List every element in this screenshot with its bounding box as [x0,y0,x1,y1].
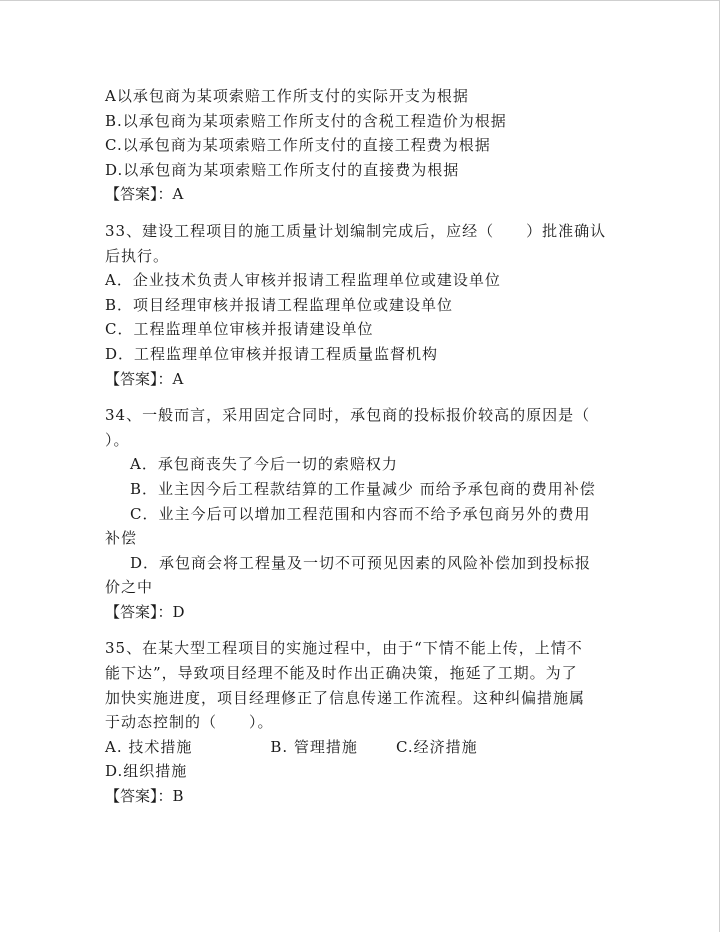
option-c-continued: 补偿 [105,529,138,548]
answer-line: 【答案】：A [105,369,184,388]
page-top-border [0,0,720,1]
option-a: A．承包商丧失了今后一切的索赔权力 [130,455,398,474]
question-stem: 35、在某大型工程项目的实施过程中，由于“下情不能上传，上情不 [105,639,583,658]
answer-line: 【答案】：A [105,185,184,204]
question-34 [105,403,615,624]
option-b: B. 管理措施 [270,737,358,756]
question-stem-continued: ）。 [105,430,130,449]
question-block-prev [105,84,615,207]
option-d: D.以承包商为某项索赔工作所支付的直接费为根据 [105,160,460,179]
answer-line: 【答案】：B [105,787,184,806]
question-33 [105,219,615,391]
question-stem-continued: 加快实施进度，项目经理修正了信息传递工作流程。这种纠偏措施属 [105,688,586,707]
option-c: C.以承包商为某项索赔工作所支付的直接工程费为根据 [105,136,491,155]
option-b: B．业主因今后工程款结算的工作量减少 而给予承包商的费用补偿 [130,479,596,498]
question-stem-continued: 后执行。 [105,246,170,265]
option-a: A. 技术措施 [105,737,193,756]
question-stem-continued: 能下达”，导致项目经理不能及时作出正确决策，拖延了工期。为了 [105,664,578,683]
question-stem-continued: 于动态控制的（ ）。 [105,713,274,732]
question-35 [105,636,615,808]
option-b: B.以承包商为某项索赔工作所支付的含税工程造价为根据 [105,111,507,130]
answer-line: 【答案】：D [105,602,185,621]
options-row [105,735,615,760]
option-c: C.经济措施 [395,737,478,756]
question-stem: 34、一般而言，采用固定合同时，承包商的投标报价较高的原因是（ [105,406,591,425]
option-b: B．项目经理审核并报请工程监理单位或建设单位 [105,295,454,314]
option-d: D.组织措施 [105,762,188,781]
option-d: D．工程监理单位审核并报请工程质量监督机构 [105,344,439,363]
option-a: A以承包商为某项索赔工作所支付的实际开支为根据 [105,87,469,105]
question-content [105,84,615,809]
option-d-continued: 价之中 [105,578,154,597]
option-c: C．工程监理单位审核并报请建设单位 [105,320,374,339]
option-c: C．业主今后可以增加工程范围和内容而不给予承包商另外的费用 [130,504,591,523]
option-d: D．承包商会将工程量及一切不可预见因素的风险补偿加到投标报 [130,553,592,572]
question-stem: 33、建设工程项目的施工质量计划编制完成后，应经（ ）批准确认 [105,221,607,240]
option-a: A．企业技术负责人审核并报请工程监理单位或建设单位 [105,271,501,290]
